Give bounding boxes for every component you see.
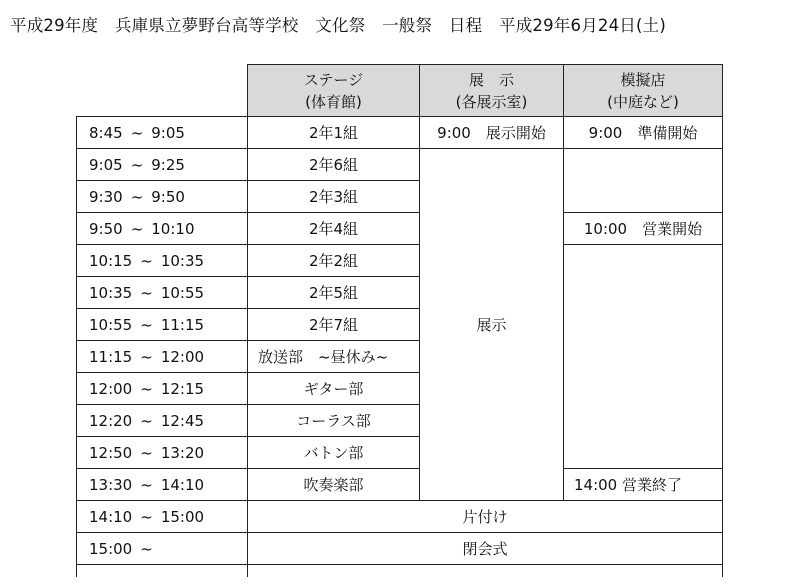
time-cell: 9:05 ~ 9:25 (77, 149, 248, 181)
stage-cell: コーラス部 (248, 405, 420, 437)
header-exhibit (420, 65, 564, 117)
shop-cell: 14:00 営業終了 (564, 469, 723, 501)
exhibit-cell: 9:00 展示開始 (420, 117, 564, 149)
shop-empty-cell (564, 149, 723, 213)
time-cell: 12:50 ~ 13:20 (77, 437, 248, 469)
header-exhibit-name: 展 示 (468, 70, 514, 89)
stage-cell: 2年2組 (248, 245, 420, 277)
header-stage (248, 65, 420, 117)
all-venue-cell: 閉会式 (248, 533, 723, 565)
cutoff-cell (248, 565, 723, 578)
stage-cell: 2年3組 (248, 181, 420, 213)
header-shop-place: (中庭など) (607, 92, 679, 111)
stage-cell: 2年4組 (248, 213, 420, 245)
stage-cell: 2年6組 (248, 149, 420, 181)
all-venue-cell: 片付け (248, 501, 723, 533)
time-cell: 9:30 ~ 9:50 (77, 181, 248, 213)
stage-cell: ギター部 (248, 373, 420, 405)
header-stage-place: (体育館) (305, 92, 362, 111)
time-cell: 11:15 ~ 12:00 (77, 341, 248, 373)
time-cell: 10:35 ~ 10:55 (77, 277, 248, 309)
header-exhibit-place: (各展示室) (455, 92, 528, 111)
stage-cell: バトン部 (248, 437, 420, 469)
stage-cell: 2年7組 (248, 309, 420, 341)
time-cell: 13:30 ~ 14:10 (77, 469, 248, 501)
header-stage-name: ステージ (303, 70, 364, 89)
table-row (77, 149, 723, 181)
time-cell: 10:55 ~ 11:15 (77, 309, 248, 341)
table-row (77, 117, 723, 149)
time-cell: 12:00 ~ 12:15 (77, 373, 248, 405)
shop-cell: 9:00 準備開始 (564, 117, 723, 149)
stage-cell: 2年5組 (248, 277, 420, 309)
header-shop (564, 65, 723, 117)
shop-empty-cell (564, 245, 723, 469)
stage-cell: 吹奏楽部 (248, 469, 420, 501)
stage-cell: 放送部 ~昼休み~ (248, 341, 420, 373)
header-row (77, 65, 723, 117)
stage-cell: 2年1組 (248, 117, 420, 149)
header-shop-name: 模擬店 (620, 70, 666, 89)
time-cell: 14:10 ~ 15:00 (77, 501, 248, 533)
header-blank-cell (77, 65, 248, 117)
table-row (77, 245, 723, 277)
shop-cell: 10:00 営業開始 (564, 213, 723, 245)
table-row (77, 533, 723, 565)
table-row (77, 213, 723, 245)
time-cell: 12:20 ~ 12:45 (77, 405, 248, 437)
table-row (77, 501, 723, 533)
cutoff-cell (77, 565, 248, 578)
exhibit-span-cell: 展示 (420, 149, 564, 501)
schedule-table (76, 64, 723, 577)
table-row (77, 469, 723, 501)
table-row-partial (77, 565, 723, 578)
time-cell: 9:50 ~ 10:10 (77, 213, 248, 245)
time-cell: 8:45 ~ 9:05 (77, 117, 248, 149)
page-title: 平成29年度 兵庫県立夢野台高等学校 文化祭 一般祭 日程 平成29年6月24日(土) (10, 16, 666, 35)
time-cell: 15:00 ~ (77, 533, 248, 565)
time-cell: 10:15 ~ 10:35 (77, 245, 248, 277)
